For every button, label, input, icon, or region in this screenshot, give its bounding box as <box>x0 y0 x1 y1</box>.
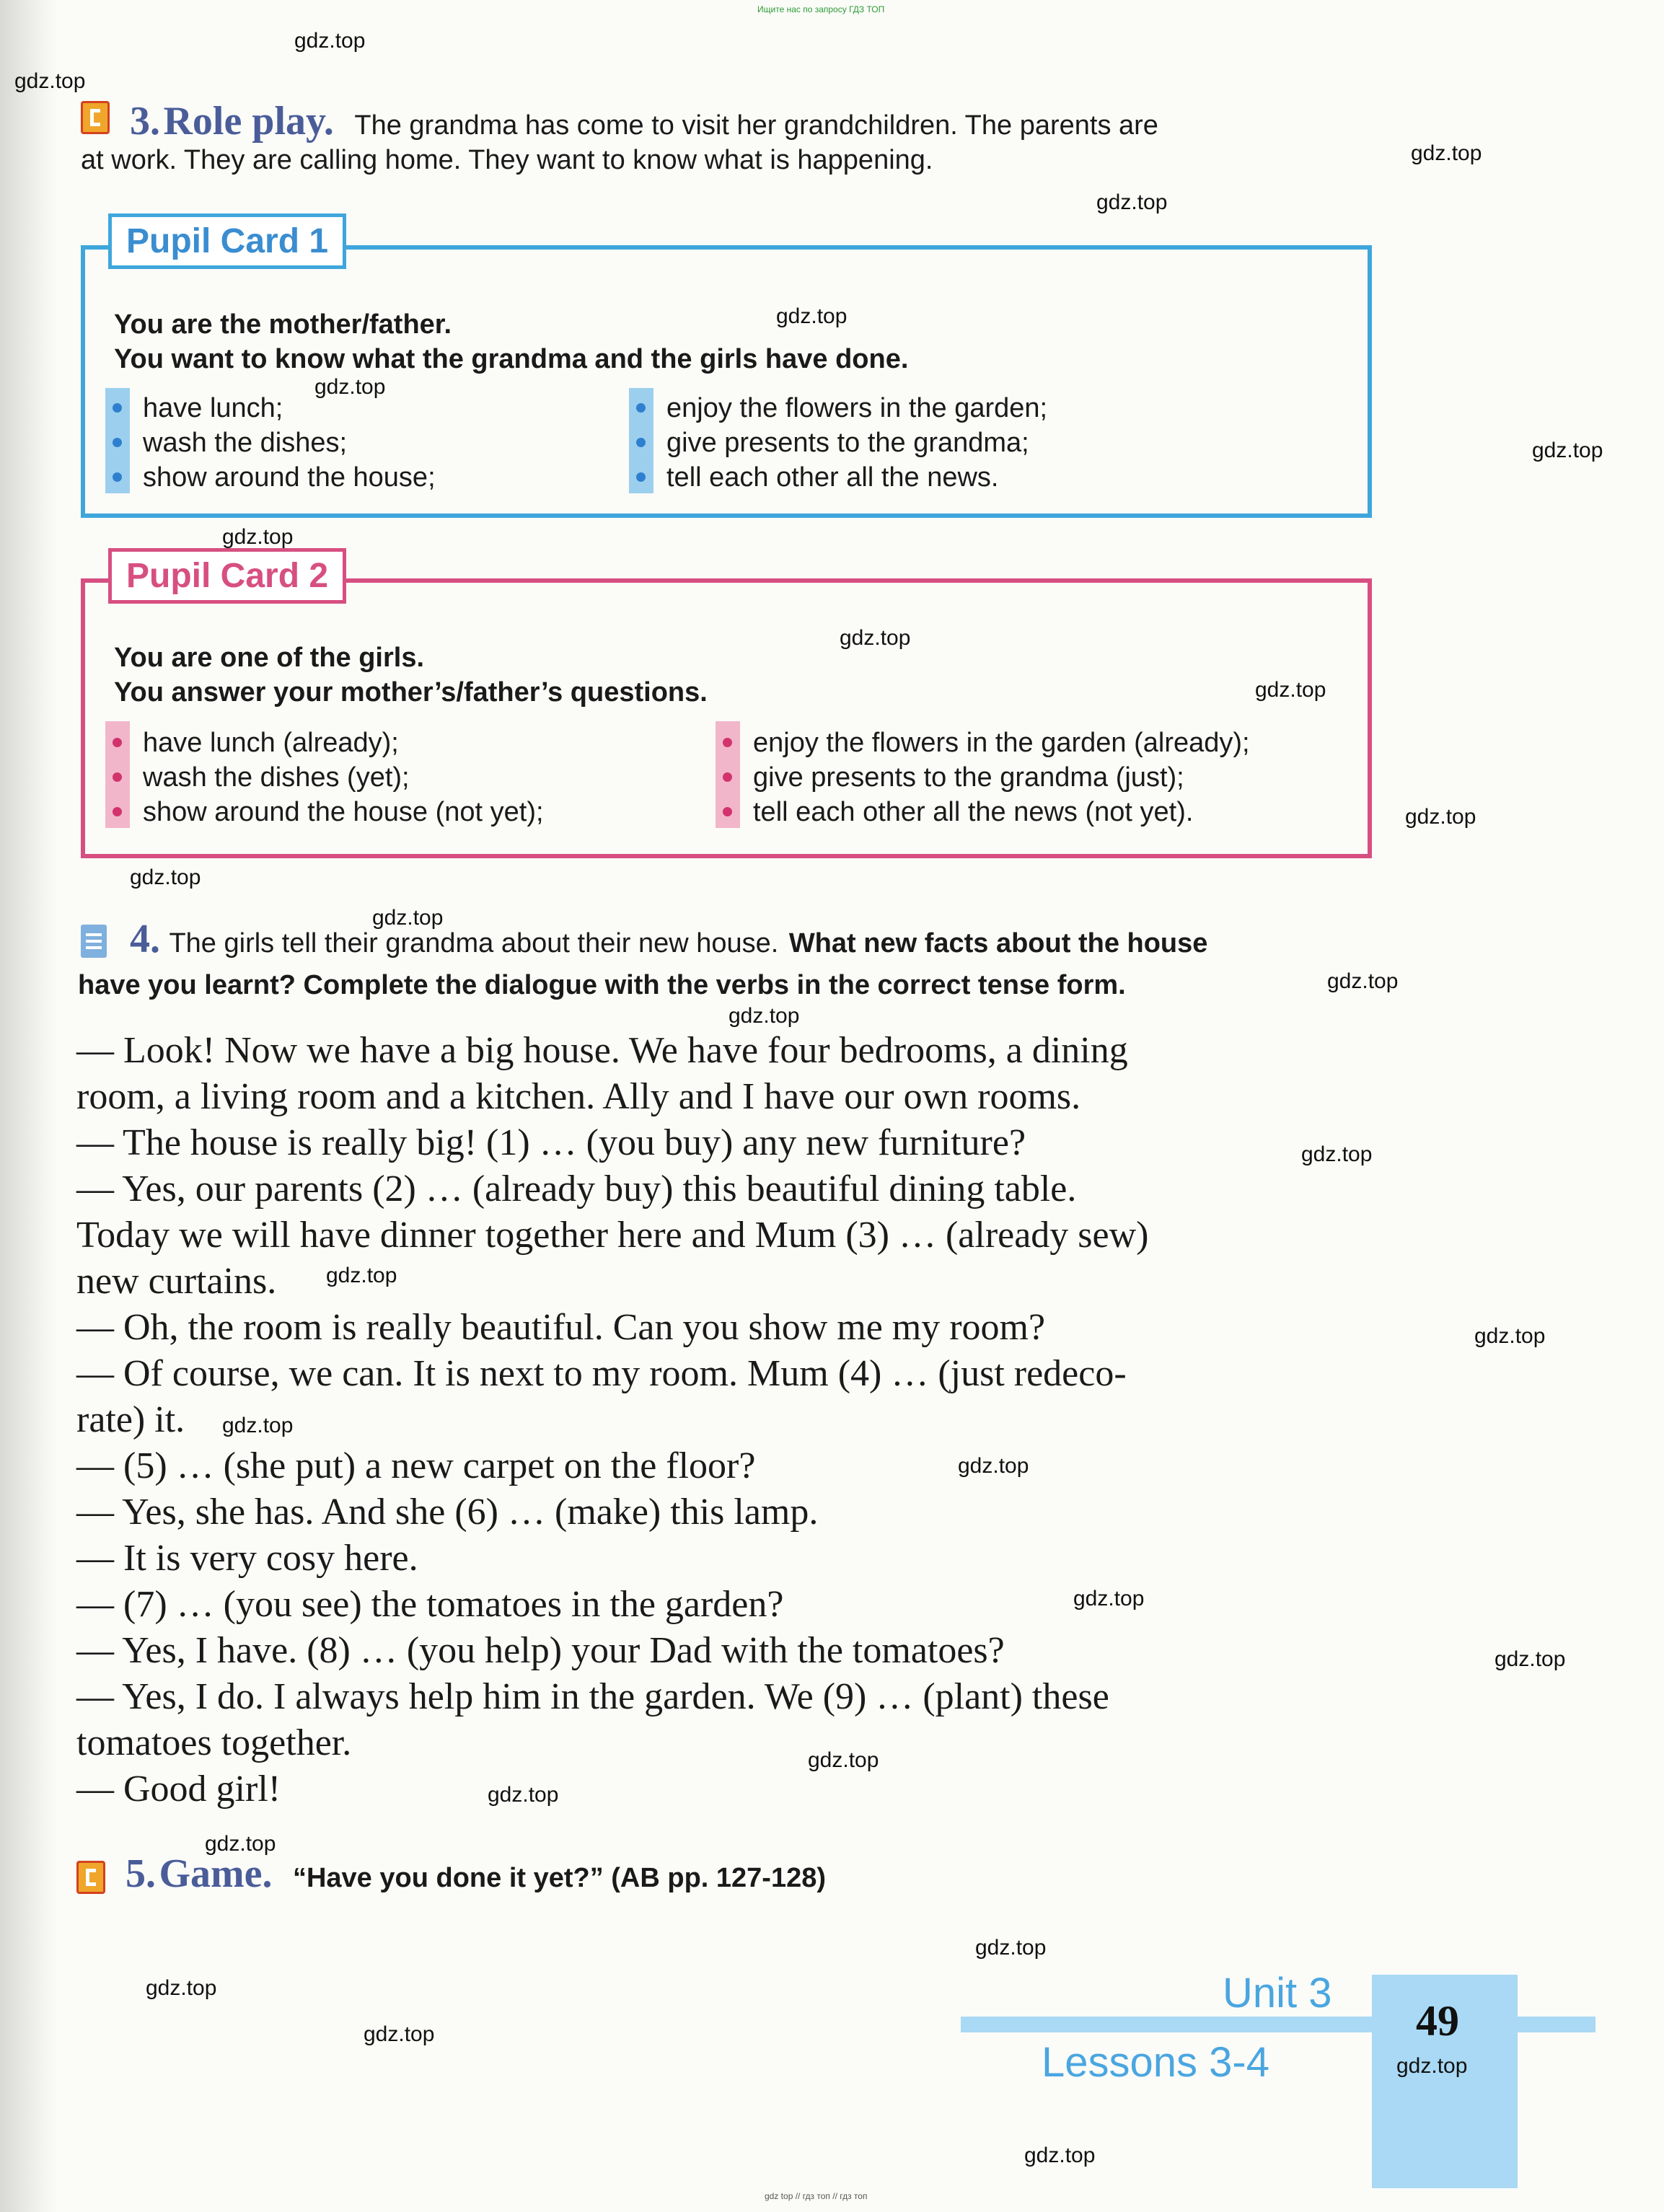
list-item: wash the dishes; <box>105 426 436 460</box>
exercise3-title: Role play. <box>163 99 334 144</box>
list-item: tell each other all the news. <box>629 460 1047 495</box>
watermark: gdz.top <box>326 1264 397 1287</box>
dialogue-line: — Of course, we can. It is next to my room. Mum (4) … (just redeco- <box>76 1353 1127 1394</box>
watermark: gdz.top <box>975 1936 1047 1960</box>
watermark: gdz.top <box>130 865 201 889</box>
pupil-card-2-label: Pupil Card 2 <box>108 548 346 604</box>
watermark: gdz.top <box>146 1976 217 2000</box>
watermark: gdz.top <box>1474 1324 1546 1348</box>
bullet-icon <box>723 807 732 816</box>
bullet-icon <box>636 438 646 447</box>
dialogue-line: Today we will have dinner together here and Mum (3) … (already sew) <box>76 1215 1149 1256</box>
bullet-icon <box>113 403 122 413</box>
bullet-icon <box>113 438 122 447</box>
pupil-card-1-label: Pupil Card 1 <box>108 213 346 269</box>
exercise4-header <box>130 916 1207 962</box>
watermark: gdz.top <box>294 29 366 53</box>
watermark: gdz.top <box>958 1454 1029 1478</box>
watermark: gdz.top <box>1024 2143 1096 2167</box>
dialogue-line: — (5) … (she put) a new carpet on the floor? <box>76 1445 756 1486</box>
list-item: give presents to the grandma (just); <box>716 760 1250 795</box>
bottom-note: gdz top // гдз топ // гдз топ <box>765 2191 868 2201</box>
list-item: show around the house; <box>105 460 436 495</box>
list-item: tell each other all the news (not yet). <box>716 795 1250 829</box>
bullet-icon <box>113 807 122 816</box>
list-item: wash the dishes (yet); <box>105 760 544 795</box>
watermark: gdz.top <box>372 906 444 930</box>
watermark: gdz.top <box>1532 439 1603 462</box>
exercise3-number: 3. <box>130 99 160 144</box>
lessons-label: Lessons 3-4 <box>1042 2039 1269 2086</box>
exercise-e-icon <box>76 1861 105 1894</box>
exercise4-number: 4. <box>130 917 160 961</box>
dialogue-line: — Yes, I have. (8) … (you help) your Dad with the tomatoes? <box>76 1630 1005 1671</box>
exercise4-instruction-bold-2: have you learnt? Complete the dialogue with the verbs in the correct tense form. <box>78 970 1126 1000</box>
watermark: gdz.top <box>1073 1587 1145 1610</box>
unit-label: Unit 3 <box>1223 1970 1332 2017</box>
dialogue-line: room, a living room and a kitchen. Ally and I have our own rooms. <box>76 1076 1081 1117</box>
exercise5-title: Game. <box>159 1851 273 1896</box>
card2-right-list <box>716 726 1250 829</box>
card1-left-list <box>105 391 436 495</box>
bullet-icon <box>113 472 122 482</box>
watermark: gdz.top <box>1405 805 1476 829</box>
bullet-icon <box>723 772 732 782</box>
bullet-icon <box>636 472 646 482</box>
dialogue-line: — Yes, I do. I always help him in the garden. We (9) … (plant) these <box>76 1676 1109 1717</box>
bullet-icon <box>636 403 646 413</box>
exercise3-instruction-line1: The grandma has come to visit her grandchildren. The parents are <box>354 110 1158 141</box>
exercise3-header <box>130 98 1158 144</box>
watermark: gdz.top <box>222 525 294 549</box>
card2-line1: You are one of the girls. <box>114 643 425 673</box>
watermark: gdz.top <box>728 1004 800 1028</box>
list-item: enjoy the flowers in the garden; <box>629 391 1047 426</box>
bullet-icon <box>113 772 122 782</box>
watermark: gdz.top <box>1327 969 1399 993</box>
watermark: gdz.top <box>222 1414 294 1437</box>
watermark: gdz.top <box>1411 141 1482 165</box>
watermark: gdz.top <box>314 375 386 399</box>
card2-line2: You answer your mother’s/father’s questions. <box>114 677 708 708</box>
bullet-icon <box>113 738 122 747</box>
dialogue-line: — Good girl! <box>76 1768 281 1810</box>
list-item: have lunch; <box>105 391 436 426</box>
exercise-e-icon <box>81 101 110 134</box>
watermark: gdz.top <box>776 304 848 328</box>
exercise5-number: 5. <box>126 1851 156 1896</box>
page-spine-shadow <box>0 0 58 2212</box>
watermark: gdz.top <box>1255 678 1326 702</box>
watermark: gdz.top <box>1396 2054 1468 2078</box>
exercise3-instruction-line2: at work. They are calling home. They want to know what is happening. <box>81 145 933 175</box>
card2-left-list <box>105 726 544 829</box>
dialogue-line: — Oh, the room is really beautiful. Can you show me my room? <box>76 1307 1046 1348</box>
exercise-text-icon <box>81 925 107 958</box>
exercise4-instruction-plain: The girls tell their grandma about their new house. <box>169 928 779 959</box>
list-item: show around the house (not yet); <box>105 795 544 829</box>
watermark: gdz.top <box>1494 1647 1566 1671</box>
watermark: gdz.top <box>1301 1142 1373 1166</box>
list-item: enjoy the flowers in the garden (already); <box>716 726 1250 760</box>
dialogue-line: — Yes, our parents (2) … (already buy) this beautiful dining table. <box>76 1168 1077 1209</box>
exercise5-text: “Have you done it yet?” (AB pp. 127-128) <box>292 1863 827 1893</box>
watermark: gdz.top <box>840 626 911 650</box>
exercise4-instruction-bold-1: What new facts about the house <box>788 928 1208 959</box>
card1-line1: You are the mother/father. <box>114 309 452 340</box>
bullet-icon <box>723 738 732 747</box>
watermark: gdz.top <box>1096 190 1168 214</box>
dialogue-line: — Look! Now we have a big house. We have four bedrooms, a dining <box>76 1030 1128 1071</box>
watermark: gdz.top <box>488 1783 559 1807</box>
watermark: gdz.top <box>364 2022 435 2046</box>
dialogue-line: new curtains. <box>76 1261 277 1302</box>
dialogue-line: — It is very cosy here. <box>76 1538 418 1579</box>
top-note: Ищите нас по запросу ГДЗ ТОП <box>757 4 885 14</box>
watermark: gdz.top <box>808 1748 879 1772</box>
page-number: 49 <box>1416 1997 1459 2045</box>
list-item: give presents to the grandma; <box>629 426 1047 460</box>
card1-line2: You want to know what the grandma and the girls have done. <box>114 344 909 374</box>
dialogue-line: rate) it. <box>76 1399 185 1440</box>
list-item: have lunch (already); <box>105 726 544 760</box>
exercise5-header <box>126 1851 826 1897</box>
dialogue-line: — The house is really big! (1) … (you buy) any new furniture? <box>76 1122 1026 1163</box>
dialogue-line: tomatoes together. <box>76 1722 352 1763</box>
dialogue-line: — Yes, she has. And she (6) … (make) this lamp. <box>76 1491 819 1533</box>
watermark: gdz.top <box>14 69 86 93</box>
dialogue-line: — (7) … (you see) the tomatoes in the garden? <box>76 1584 784 1625</box>
card1-right-list <box>629 391 1047 495</box>
watermark: gdz.top <box>205 1832 276 1856</box>
